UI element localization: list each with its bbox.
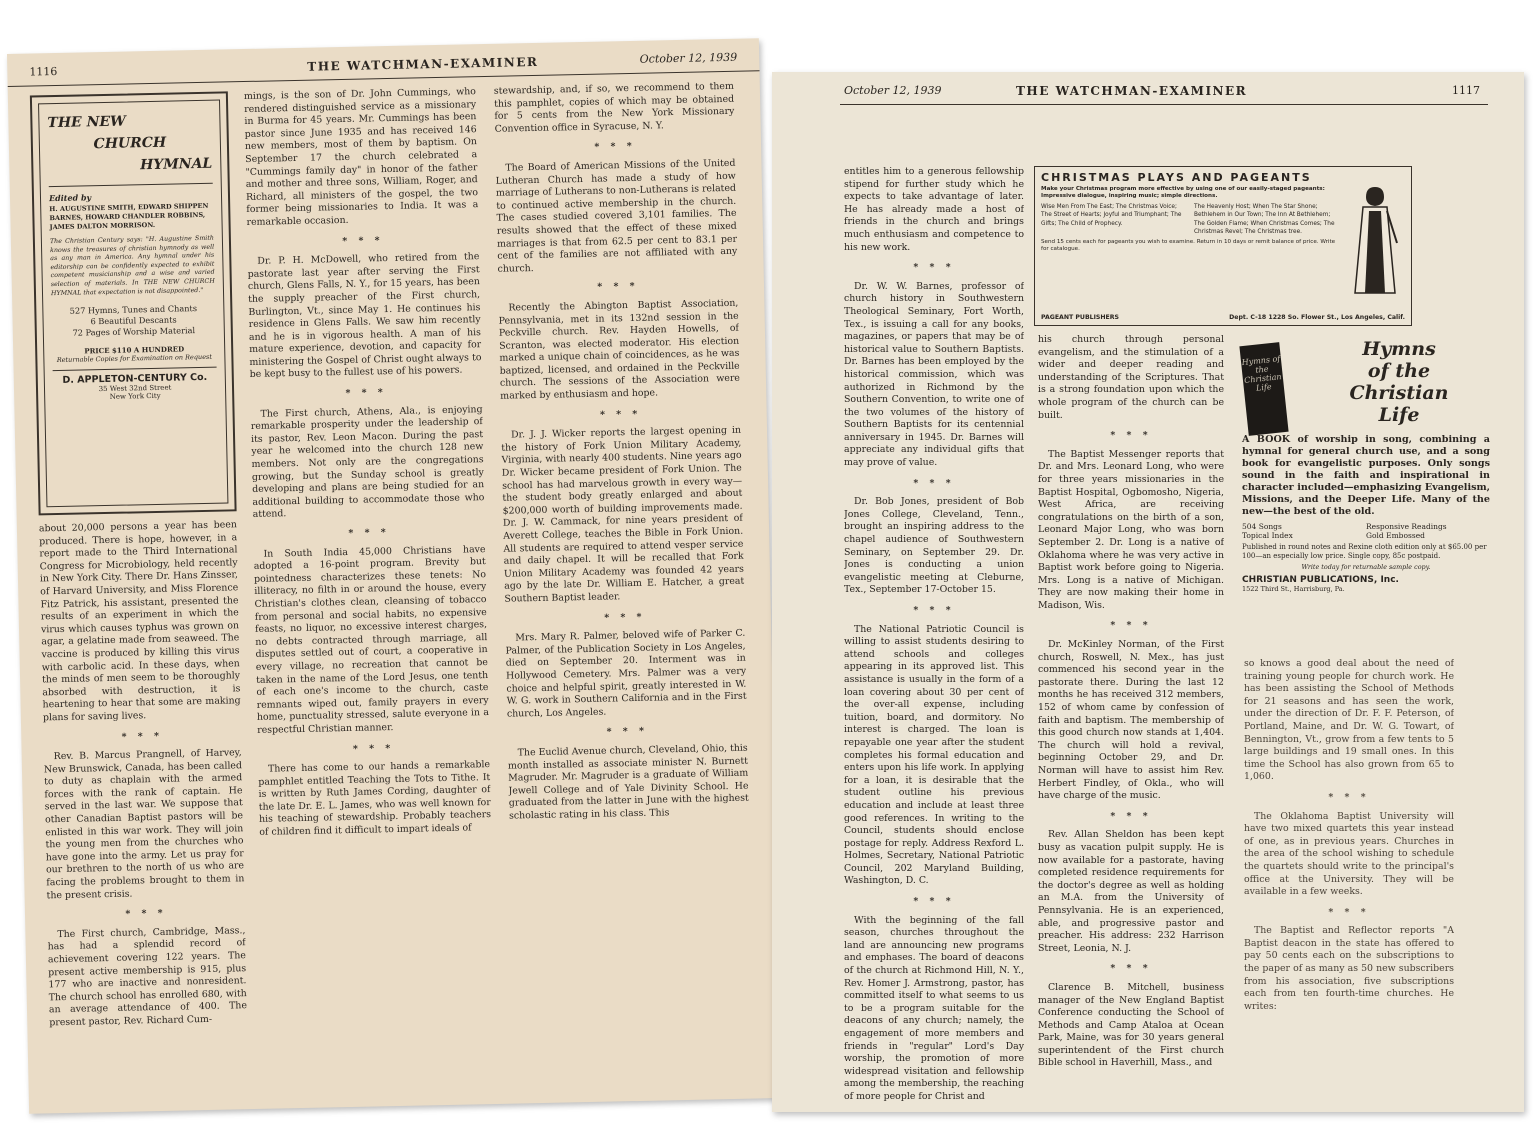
plays-items-right: The Heavenly Host; When The Star Shone; Bethlehem in Our Town; The Inn At Bethlehem; The Golden Flame; When Christmas Comes; The Christmas Revel; The Christmas tree. [1194, 204, 1335, 236]
plays-intro: Make your Christmas program more effective by using one of our easily-staged pageants: Impressive dialogue, inspiring music; simple directions. [1041, 186, 1325, 199]
separator: * * * [599, 408, 642, 421]
hymnal-address-1: 35 West 32nd Street [98, 383, 172, 394]
article-south-india: In South India 45,000 Christians have adopted a 16-point program. Brevity but pointedness characterizes these tenets: No illiteracy, no filth in or around the house, every Christian's clothes clean, cleansing of tobacco from personal and social habits, no expensive feasts, no liquor, no excessive interest charges, no debts contracted through marriage, all disputes settled out of court, a cooperative in every village, no recreation that cannot be taken in the name of the Lord Jesus, one tenth of each one's income to the church, caste remnants wiped out, family prayers in every home, punctuality stressed, salute everyone in a respectful Christian manner. [253, 543, 490, 736]
right-page-number: 1117 [1452, 84, 1480, 97]
separator: * * * [913, 896, 955, 908]
hymnal-title-3: HYMNAL [139, 155, 213, 174]
right-running-head [772, 82, 1524, 102]
left-column-1 [39, 519, 249, 1103]
article-mcdowell: Dr. P. H. McDowell, who retired from the pastorate last year after serving the First church, Glens Falls, N. Y., for 15 years, has been the supply preacher of the First church, Burlington, Vt., since May 1. He continues his residence in Glens Falls. We saw him recently and he is in vigorous health. A man of his mature experience, devotion, and capacity for ministering the Gospel of Christ ought always to be kept busy to the fullest use of his powers. [247, 251, 482, 381]
hymns-title-4: Life [1378, 404, 1420, 426]
separator: * * * [1110, 430, 1152, 442]
separator: * * * [913, 477, 955, 489]
article-stewardship: stewardship, and, if so, we recommend to them this pamphlet, copies of which may be obtained for 5 cents from the New York Missionary Convention office in Syracuse, N. Y. [493, 80, 735, 135]
article-norman: Dr. McKinley Norman, of the First church, Roswell, N. Mex., has just commenced his second year in the pastorate there. During the last 12 months he has received 312 members, 152 of whom came by confession of faith and baptism. The membership of this good church now stands at 1,404. The church will hold a revival, beginning October 29, and Dr. Norman will have to assist him Rev. Herbert Findley, of Okla., who will have charge of the music. [1038, 639, 1224, 802]
hymns-write: Write today for returnable sample copy. [1301, 562, 1431, 571]
article-fall-season: With the beginning of the fall season, churches throughout the land are announcing new programs and emphases. The board of deacons of the church at Richmond Hill, N. Y., Rev. Homer J. Armstrong, pastor, has committed itself to what seems to us to be a program suitable for the deacons of any church; namely, the engagement of more members and friends in "regular" Lord's Day worship, the promotion of more widespread visitation and fellowship among the membership, the reaching of more people for Christ and [844, 914, 1024, 1102]
article-fork-union: Dr. J. J. Wicker reports the largest opening in the history of Fork Union Military Academy, Virginia, with nearly 400 students. Nine years ago Dr. Wicker became president of Fork Union. The school has had marvelous growth in every way—the student body greatly enlarged and about $200,000 worth of building improvements made. Dr. J. W. Cammack, for nine years president of Averett College, teaches the Bible in Fork Union. All students are required to attend vesper service and daily chapel. It will be recalled that Fork Union Military Academy was founded 42 years ago by the late Dr. William E. Hatcher, a great Southern Baptist leader. [501, 424, 745, 605]
article-prangnell: Rev. B. Marcus Prangnell, of Harvey, New Brunswick, Canada, has been called to duty as chaplain with the armed forces with the rank of captain. He served in the last war. We suppose that other Canadian Baptist pastors will be enlisted in this war work. They will join the young men from the churches who have gone into the army. Let us pray for our brethren to the north of us who are facing the problems brought to them in the present crisis. [43, 747, 245, 901]
hymns-body: A BOOK of worship in song, combining a hymnal for general church use, and a song book for evangelistic purposes. Only songs sound in the faith and inspirational in character included—emphasizing Evangelism, Missions, and the Deeper Life. Many of the new—the best of the old. [1242, 434, 1490, 517]
left-page-number: 1116 [29, 64, 58, 79]
plays-address: Dept. C-18 1228 So. Flower St., Los Angeles, Calif. [1229, 314, 1405, 321]
hymns-title-1: Hymns [1362, 338, 1436, 360]
article-mitchell: Clarence B. Mitchell, business manager of the New England Baptist Conference conducting the School of Methods and Camp Ataloa at Ocean Park, Maine, was for 30 years general superintendent of the First church Bible school in Haverhill, Mass., and [1038, 981, 1224, 1069]
separator: * * * [597, 281, 639, 293]
hymns-index: Topical Index [1242, 531, 1293, 540]
separator: * * * [1110, 810, 1152, 822]
plays-items-left: Wise Men From The East; The Christmas Voice; The Street of Hearts; Joyful and Triumphant; The Gifts; The Child of Prophecy. [1041, 204, 1182, 227]
article-fellowship: entitles him to a generous fellowship stipend for further study which he expects to take advantage of later. He has already made a host of friends in the church and brings much enthusiasm and competence to his new work. [844, 166, 1024, 253]
article-cummings: mings, is the son of Dr. John Cummings, who rendered distinguished service as a missionary in Burma for 45 years. Mr. Cummings has been pastor since June 1935 and has received 146 new members, most of them by baptism. On September 17 the church celebrated a "Cummings family day" in honor of the father and mother and three sons, William, Roger, and Richard, all ministers of the gospel, the two former being missionaries to India. It was a remarkable occasion. [243, 86, 479, 228]
hymns-title-3: Christian [1349, 382, 1449, 404]
separator: * * * [125, 908, 167, 920]
hymnal-line-3: 72 Pages of Worship Material [72, 325, 196, 338]
hymnal-returnable: Returnable Copies for Examination on Request [56, 352, 213, 365]
article-bob-jones: Dr. Bob Jones, president of Bob Jones College, Cleveland, Tenn., brought an inspiring address to the chapel audience of Southwestern Seminary, on September 29. Dr. Jones is conducting a union evangelistic meeting at Cleburne, Tex., September 17-October 15. [844, 496, 1024, 596]
plays-publisher: PAGEANT PUBLISHERS [1041, 314, 1120, 321]
article-typhus-vaccine: about 20,000 persons a year has been produced. There is hope, however, in a report made to the Third International Congress for Microbiology, held recently in New York City. There Dr. Hans Zinsser, of Harvard University, and Miss Florence Fitz Patrick, his assistant, presented the results of an experiment in which the virus which causes typhus was grown on agar, a gelatine made from seaweed. The vaccine is produced by killing this virus with carbolic acid. In these days, when the minds of men seem to be thoroughly absorbed with destruction, it is heartening to hear that some are making plans for saving lives. [38, 519, 241, 724]
hymnal-quote: The Christian Century says: "H. Augustine Smith knows the treasures of christian hymnody as well as any man in America. Any hymnal under his editorship can be confidently expected to exhibit competent musicianship and a wise and varied selection of materials. In THE NEW CHURCH HYMNAL that expectation is not disappointed." [49, 234, 215, 297]
hymnal-editors: H. AUGUSTINE SMITH, EDWARD SHIPPEN BARNES, HOWARD CHANDLER ROBBINS, JAMES DALTON MORRISON. [49, 201, 209, 232]
article-lutheran: The Board of American Missions of the United Lutheran Church has made a study of how marriage of Lutherans to non-Lutherans is related to continued active membership in the church. The cases studied covered 3,101 families. The results showed that the effect of these mixed marriages is that from 62.5 per cent to 83.1 per cent of the families are not affiliated with any church. [495, 157, 738, 275]
separator: * * * [342, 234, 384, 247]
separator: * * * [913, 262, 955, 274]
left-column-3 [494, 81, 755, 1096]
article-barnes: Dr. W. W. Barnes, professor of church history in Southwestern Theological Seminary, Fort Worth, Tex., is issuing a call for any books, magazines, or papers that may be of historical value to Southern Baptists. Dr. Barnes has been employed by the historical commission, which was authorized in Richmond by the Southern Convention, to write one of the two volumes of the history of Southern Baptists for its centennial anniversary in 1945. Dr. Barnes will appreciate any individual gifts that may prove of value. [844, 280, 1024, 469]
separator: * * * [604, 611, 646, 624]
left-page [7, 38, 781, 1114]
left-date: October 12, 1939 [639, 50, 738, 66]
hymnal-edited-by: Edited by [48, 192, 92, 204]
right-head-rule [840, 104, 1488, 105]
article-leonard-long: The Baptist Messenger reports that Dr. and Mrs. Leonard Long, who were for three years missionaries in the Baptist Hospital, Ogbomosho, Nigeria, West Africa, are receiving congratulations on the birth of a son, Leonard Major Long, who was born September 2. Dr. Long is a native of Oklahoma where he was very active in Baptist work before going to Nigeria. Mrs. Long is a native of Michigan. They are now making their home in Madison, Wis. [1038, 448, 1224, 611]
hymns-readings: Responsive Readings [1366, 522, 1447, 531]
left-masthead: THE WATCHMAN-EXAMINER [307, 54, 539, 74]
plays-title: CHRISTMAS PLAYS AND PAGEANTS [1041, 171, 1312, 184]
right-date: October 12, 1939 [844, 84, 942, 97]
right-column-1 [844, 166, 1024, 1106]
separator: * * * [1110, 620, 1152, 632]
article-athens: The First church, Athens, Ala., is enjoying remarkable prosperity under the leadership of its pastor, Rev. Leon Macon. During the past year he welcomed into the church 128 new members. Not only are the congregations growing, but the Sunday school is greatly developing and plans are being studied for an additional building to accommodate those who attend. [250, 403, 485, 521]
separator: * * * [1328, 791, 1370, 803]
separator: * * * [345, 387, 387, 400]
hymnal-title-2: CHURCH [93, 134, 167, 153]
article-abington: Recently the Abington Baptist Association, Pennsylvania, met in its 132nd session in the Peckville church. Rev. Hayden Howells, of Scranton, was elected moderator. His election marked a unique chain of coincidences, as he was baptized, licensed, and ordained in the Peckville church. The sessions of the Association were marked by enthusiasm and hope. [498, 297, 741, 402]
wise-man-illustration [1349, 181, 1401, 299]
separator: * * * [913, 605, 955, 616]
hymnal-book-illustration: Hymns of the Christian Life [1239, 342, 1288, 436]
separator: * * * [594, 141, 636, 154]
article-tithe-pamphlet: There has come to our hands a remarkable pamphlet entitled Teaching the Tots to Tithe. It is written by Ruth James Cording, daughter of the late Dr. E. L. James, who was well known for his teaching of stewardship. Probably teachers of children find it difficult to impart ideals of [258, 759, 492, 838]
separator: * * * [1328, 906, 1370, 918]
hymnal-address-2: New York City [109, 392, 161, 402]
right-masthead: THE WATCHMAN-EXAMINER [1016, 84, 1248, 98]
hymns-songs: 504 Songs [1242, 522, 1282, 531]
article-evangelism: his church through personal evangelism, and the stimulation of a wider and deeper reading and understanding of the Scriptures. That is a strong foundation upon which the whole program of the church can be built. [1038, 334, 1224, 421]
hymnal-publisher: D. APPLETON-CENTURY Co. [62, 372, 208, 387]
left-column-2 [244, 86, 497, 1101]
article-sheldon: Rev. Allan Sheldon has been kept busy as vacation pulpit supply. He is now available for a pastorate, having completed residence requirements for the doctor's degree as well as holding an M.A. from the University of Pennsylvania. He is an experienced, able, and progressive pastor and preacher. His address: 232 Harrison Street, Leonia, N. J. [1038, 829, 1224, 954]
article-school-of-methods: so knows a good deal about the need of training young people for church work. He has been assisting the School of Methods for 21 seasons and has seen the work, under the direction of Dr. F. F. Peterson, of Portland, Maine, and Dr. W. G. Towart, of Bennington, Vt., grow from a few tents to 5 large buildings and 19 small ones. In this time the School has also grown from 65 to 1,060. [1244, 658, 1454, 783]
separator: * * * [1110, 963, 1152, 975]
hymns-address: 1522 Third St., Harrisburg, Pa. [1242, 584, 1345, 593]
plays-footer: Send 15 cents each for pageants you wish to examine. Return in 10 days or remit balance of price. Write for catalogue. [1041, 238, 1336, 252]
right-column-2 [1038, 334, 1224, 1106]
article-euclid: The Euclid Avenue church, Cleveland, Ohio, this month installed as associate minister N. Burnett Magruder. Mr. Magruder is a graduate of William Jewell College and of Yale Divinity School. He graduated from the latter in June with the highest scholastic rating in his class. This [507, 742, 749, 822]
right-column-3 [1244, 658, 1454, 1106]
hymnal-line-2: 6 Beautiful Descants [90, 314, 177, 327]
article-baptist-reflector: The Baptist and Reflector reports "A Baptist deacon in the state has offered to pay 50 cents each on the subscriptions to the paper of as many as 50 new subscribers from his association, five subscriptions each from ten fourth-time churches. He writes: [1244, 925, 1454, 1012]
hymnal-price: PRICE $110 A HUNDRED [84, 344, 185, 356]
separator: * * * [121, 730, 164, 743]
hymnal-line-1: 527 Hymns, Tunes and Chants [69, 303, 198, 316]
separator: * * * [348, 527, 390, 539]
right-page [772, 72, 1524, 1112]
hymns-title-2: of the [1367, 360, 1431, 382]
article-patriotic-council: The National Patriotic Council is willing to assist students desiring to attend schools and colleges appearing in its approved list. This assistance is usually in the form of a loan covering about 30 per cent of the over-all expense, including tuition, board, and dormitory. No interest is charged. The loan is repayable one year after the student completes his formal education and enters upon his life work. In applying for a loan, it is desirable that the student outline his previous education and include at least three good references. In writing to the Council, students should enclose postage for reply. Address Rexford L. Holmes, Secretary, National Patriotic Council, 202 Maryland Building, Washington, D. C. [844, 623, 1024, 887]
hymnal-title-1: THE NEW [47, 113, 126, 132]
hymns-gold: Gold Embossed [1366, 531, 1425, 540]
article-palmer: Mrs. Mary R. Palmer, beloved wife of Parker C. Palmer, of the Publication Society in Los Angeles, died on September 20. Interment was in Hollywood Cemetery. Mrs. Palmer was a very choice and helpful spirit, greatly interested in W. W. G. work in Southern California and in the First church, Los Angeles. [505, 627, 747, 720]
hymns-publisher: CHRISTIAN PUBLICATIONS, Inc. [1242, 574, 1399, 585]
article-cambridge: The First church, Cambridge, Mass., has had a splendid record of achievement covering 122 years. The present active membership is 915, plus 177 who are inactive and nonresident. The church school has enrolled 680, with an average attendance of 400. The present pastor, Rev. Richard Cum- [47, 925, 248, 1029]
article-oklahoma: The Oklahoma Baptist University will have two mixed quartets this year instead of one, as in previous years. Churches in the area of the school wishing to schedule the quartets should write to the principal's office at the University. They will be available in a few weeks. [1244, 810, 1454, 898]
hymns-pub-info: Published in round notes and Rexine cloth edition only at $65.00 per 100—an especially low price. Single copy, 85c postpaid. [1242, 543, 1487, 560]
hymns-christian-life-ad [1234, 334, 1498, 646]
new-church-hymnal-ad [30, 91, 237, 515]
separator: * * * [352, 742, 395, 755]
christmas-plays-ad [1034, 166, 1412, 326]
separator: * * * [606, 726, 649, 738]
